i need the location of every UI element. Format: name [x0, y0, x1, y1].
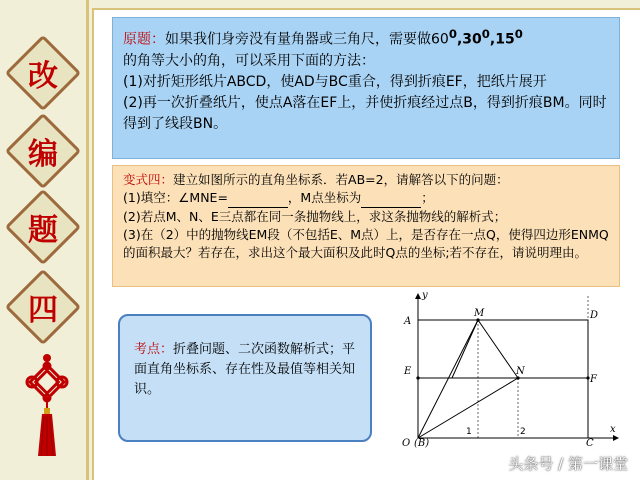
point-m-label: M	[474, 308, 485, 319]
tick-label: 2	[520, 427, 526, 437]
title-char: 编	[28, 137, 58, 172]
original-problem-box	[112, 17, 620, 159]
key-points-label: 考点：	[134, 342, 174, 357]
variation-question-2: (2)若点M、N、E三点都在同一条抛物线上，求这条抛物线的解析式；	[123, 209, 507, 224]
problem-line: 的角等大小的角，可以采用下面的方法：	[123, 52, 375, 69]
segment-me	[452, 320, 478, 378]
decor-line	[92, 0, 94, 480]
tick-label: 1	[466, 427, 472, 437]
point-f-label: F	[590, 374, 597, 385]
title-char: 四	[28, 293, 58, 328]
variation-question-1: (1)填空：∠MNE= ，M点坐标为 ；	[123, 189, 609, 208]
variation-intro: 变式四：建立如图所示的直角坐标系．若AB=2，请解答以下的问题：	[123, 172, 509, 187]
title-diamond-3	[4, 188, 82, 266]
title-diamond-2	[4, 112, 82, 190]
key-points-text: 折叠问题、二次函数解析式；平面直角坐标系、存在性及最值等相关知识。	[134, 342, 356, 397]
origin-label: O	[402, 438, 411, 449]
original-problem-label: 原题：	[123, 31, 165, 48]
decor-line	[92, 8, 640, 10]
variation-question-3: (3)在（2）中的抛物线EM段（不包括E、M点）上，是否存在一点Q，使得四边形ENMQ的面积最大？若存在，求出这个最大面积及此时Q点的坐标;若不存在，请说明理由。	[123, 227, 609, 260]
answer-blank	[361, 189, 421, 208]
chinese-knot-icon	[22, 352, 72, 462]
watermark: 头条号 / 第一课堂	[508, 455, 628, 473]
segment-mn	[478, 320, 518, 378]
y-axis-label: y	[422, 290, 428, 301]
original-problem-text: 原题：如果我们身旁没有量角器或三角尺，需要做$60^0,30^0,15^0$	[123, 27, 523, 48]
problem-step-2: (2)再一次折叠纸片，使点A落在EF上，并使折痕经过点B，得到折痕BM。同时得到了线段BN。	[123, 94, 607, 132]
coordinate-figure	[378, 286, 624, 452]
point-b-label: (B)	[414, 438, 430, 449]
problem-step-1: (1)对折矩形纸片ABCD，使AD与BC重合，得到折痕EF，把纸片展开	[123, 73, 547, 90]
decor-line	[86, 0, 89, 480]
title-char: 题	[28, 213, 58, 248]
point-a-label: A	[404, 316, 412, 327]
point-n-label: N	[516, 366, 525, 377]
point-d-label: D	[590, 310, 599, 321]
answer-blank	[228, 189, 288, 208]
variation-box	[112, 165, 620, 287]
title-char: 改	[28, 59, 58, 94]
point-e-label: E	[404, 366, 412, 377]
variation-label: 变式四：	[123, 172, 174, 187]
key-points-box	[118, 314, 372, 442]
title-diamond-4	[4, 268, 82, 346]
rectangle-abcd	[418, 320, 588, 438]
point-c-label: C	[586, 438, 594, 449]
x-axis-label: x	[610, 424, 616, 435]
title-diamond-1	[4, 34, 82, 112]
